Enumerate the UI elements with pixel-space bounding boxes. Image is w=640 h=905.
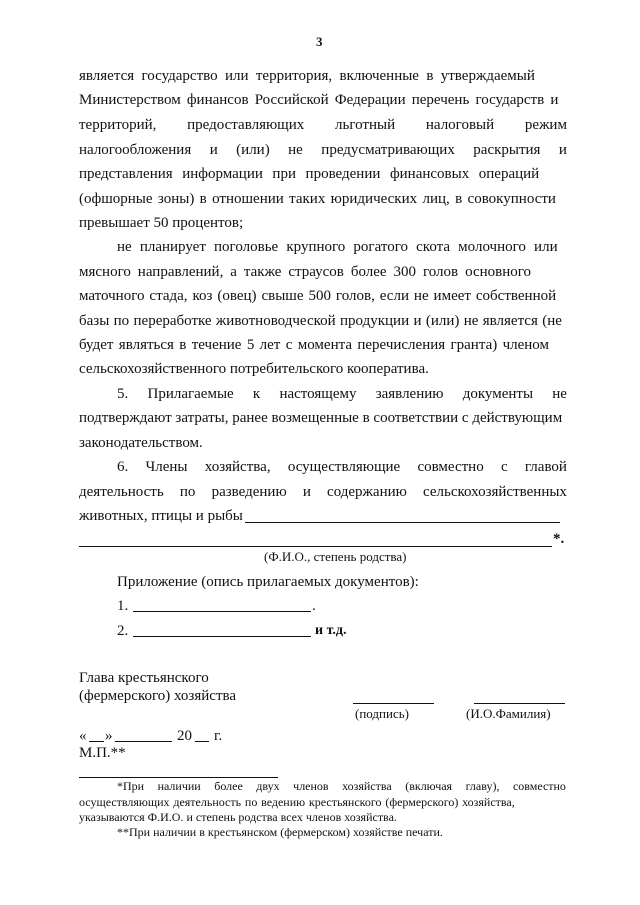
para6-line1 [117, 458, 567, 476]
para2-line2: мясного направлений, а также страусов более 300 голов основного [79, 264, 532, 280]
word: Члены [145, 459, 188, 475]
fio-caption: (Ф.И.О., степень родства) [264, 549, 407, 564]
word: территорий, [79, 117, 157, 133]
word: более [214, 779, 243, 793]
footnote-separator [79, 777, 278, 778]
para1-line3 [79, 116, 567, 134]
head-title-line2: (фермерского) хозяйства [79, 688, 237, 704]
word: (включая [405, 779, 453, 793]
para2-line4: базы по переработке животноводческой продукции и (или) не является (не [79, 313, 562, 329]
para2-line1: не планирует поголовье крупного рогатого скота молочного или [117, 239, 558, 255]
word: главой [524, 459, 567, 475]
name-caption: (И.О.Фамилия) [466, 706, 551, 721]
signature-line [353, 703, 434, 704]
word: совместно [417, 459, 484, 475]
para1-line2: Министерством финансов Российской Федерации перечень государств и [79, 92, 559, 108]
word: налогообложения [79, 142, 192, 158]
word: членов [293, 779, 329, 793]
word: деятельность [79, 484, 164, 500]
footnote1-line3: указываются Ф.И.О. и степень родства всех членов хозяйства. [79, 810, 397, 824]
word: *При [117, 779, 145, 793]
word: содержанию [327, 484, 407, 500]
date-day-line [89, 741, 104, 742]
word: Прилагаемые [147, 386, 234, 402]
word: сельскохозяйственных [423, 484, 567, 500]
word: настоящему [279, 386, 357, 402]
word: документы [462, 386, 534, 402]
word: и [302, 484, 311, 500]
footnote1-line2: осуществляющих деятельность по ведению крестьянского (фермерского) хозяйства, [79, 795, 515, 809]
members-fill-line-1 [245, 522, 560, 523]
footnote-mark: *. [553, 531, 565, 547]
word: с [500, 459, 508, 475]
attachment-item1-num: 1. [117, 598, 129, 614]
word: наличии [157, 779, 201, 793]
word: совместно [512, 779, 566, 793]
word: предоставляющих [187, 117, 305, 133]
para2-line6: сельскохозяйственного потребительского кооператива. [79, 361, 429, 377]
word: предусматривающих [321, 142, 455, 158]
attachment-item2-num: 2. [117, 623, 129, 639]
members-fill-line-2 [79, 546, 552, 547]
word: и [558, 142, 567, 158]
para6-line3: животных, птицы и рыбы [79, 508, 243, 524]
word: заявлению [375, 386, 444, 402]
word: 5. [117, 386, 129, 402]
attachment-item2-end: и т.д. [315, 623, 347, 638]
para2-line3: маточного стада, коз (овец) свыше 500 голов, если не имеет собственной [79, 288, 557, 304]
para1-line7: превышает 50 процентов; [79, 215, 244, 231]
word: льготный [335, 117, 396, 133]
signature-caption: (подпись) [355, 706, 409, 721]
word: не [288, 142, 303, 158]
word: двух [256, 779, 280, 793]
date-year-suffix: г. [214, 728, 223, 744]
word: и [209, 142, 218, 158]
word: хозяйства [342, 779, 392, 793]
word: раскрытия [473, 142, 541, 158]
stamp-label: М.П.** [79, 745, 126, 761]
date-year-line [195, 741, 209, 742]
para5-line1 [117, 385, 567, 403]
word: осуществляющие [287, 459, 401, 475]
word: (или) [236, 142, 270, 158]
date-close-quote: » [105, 728, 113, 744]
page-number: 3 [316, 34, 323, 49]
para1-line4 [79, 141, 567, 159]
para1-line1: является государство или территория, включенные в утверждаемый [79, 68, 535, 84]
word: 6. [117, 459, 129, 475]
head-title-line1: Глава крестьянского [79, 670, 209, 686]
word: разведению [211, 484, 287, 500]
attachment-item1-line [133, 611, 311, 612]
date-open-quote: « [79, 728, 87, 744]
attachment-title: Приложение (опись прилагаемых документов): [117, 574, 419, 590]
word: главу), [465, 779, 500, 793]
para5-line2: подтверждают затраты, ранее возмещенные в соответствии с действующим [79, 410, 563, 426]
footnote2: **При наличии в крестьянском (фермерском) хозяйстве печати. [117, 825, 443, 839]
para6-line2 [79, 483, 567, 501]
word: налоговый [425, 117, 495, 133]
word: хозяйства, [204, 459, 271, 475]
word: по [179, 484, 196, 500]
name-line [474, 703, 565, 704]
word: режим [524, 117, 567, 133]
para2-line5: будет являться в течение 5 лет с момента перечисления гранта) членом [79, 337, 549, 353]
para5-line3: законодательством. [79, 435, 203, 451]
word: к [252, 386, 261, 402]
attachment-item1-end: . [312, 598, 316, 614]
date-month-line [115, 741, 172, 742]
para1-line6: (офшорные зоны) в отношении таких юридических лиц, в совокупности [79, 191, 556, 207]
para1-line5: представления информации при проведении финансовых операций [79, 166, 540, 182]
date-year-prefix: 20 [177, 728, 192, 744]
footnote1-line1 [117, 779, 566, 794]
word: не [552, 386, 567, 402]
attachment-item2-line [133, 636, 311, 637]
